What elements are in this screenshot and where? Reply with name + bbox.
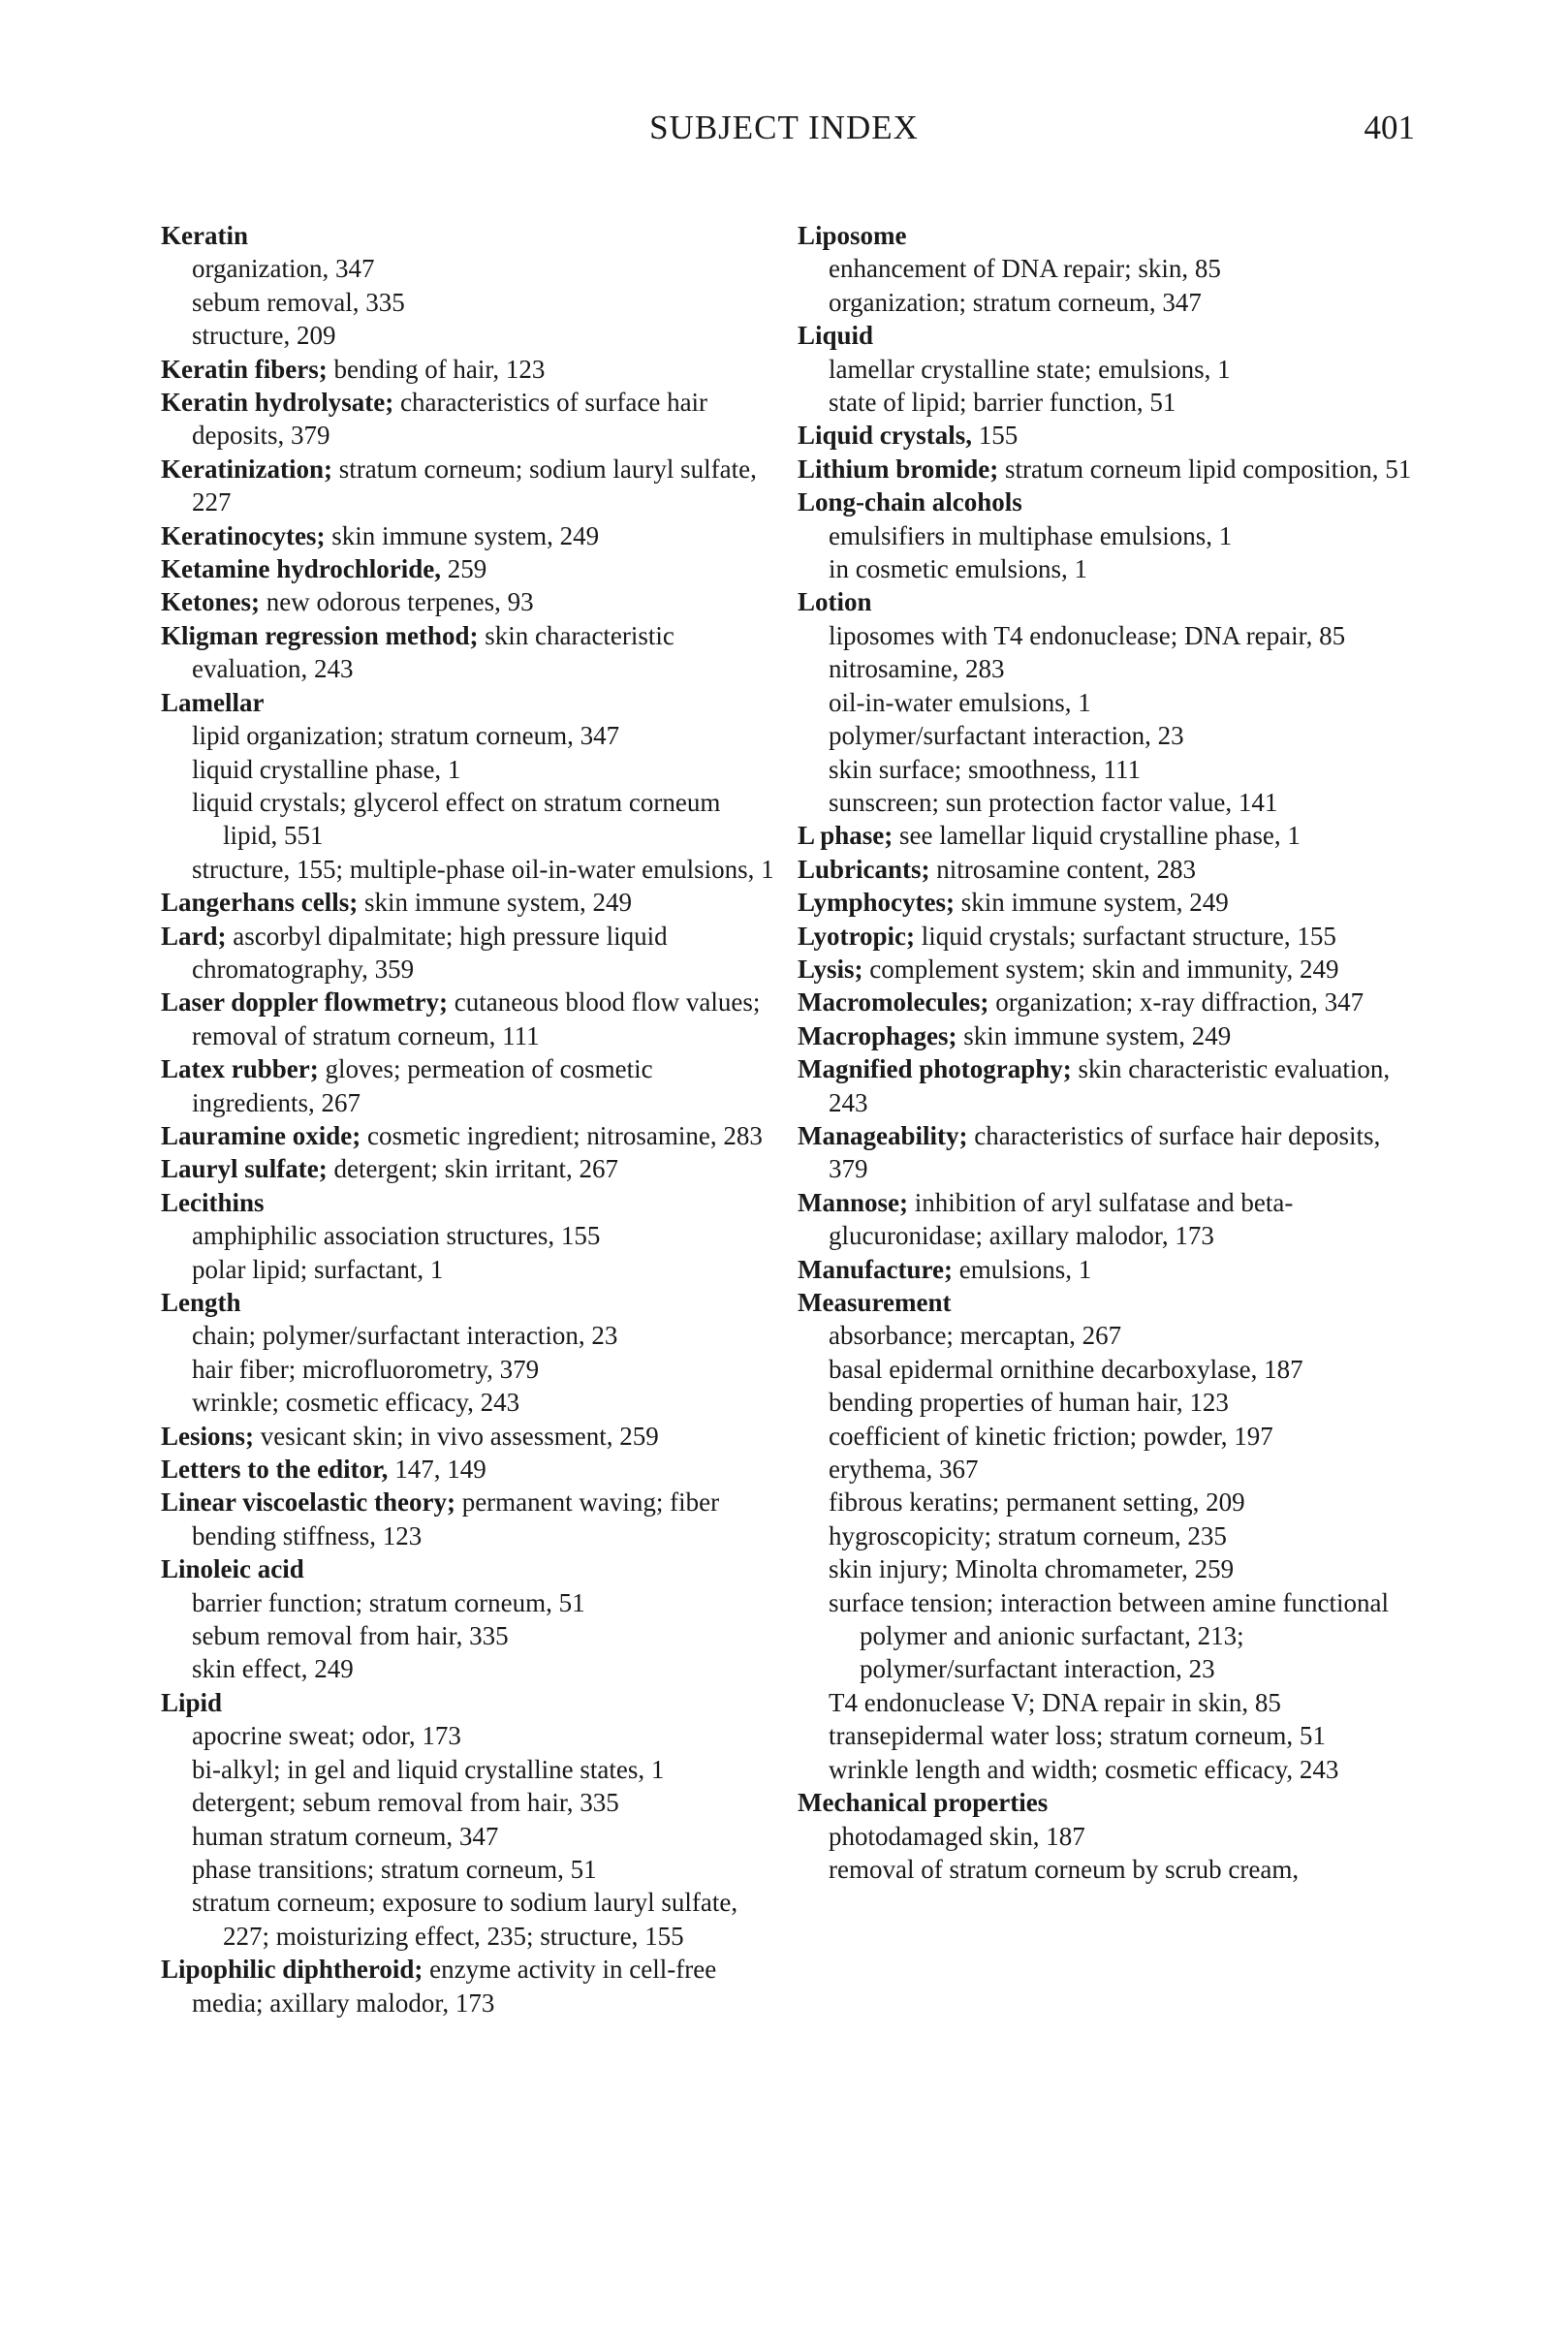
index-entry	[798, 1786, 1418, 1819]
index-subentry: basal epidermal ornithine decarboxylase, 187	[829, 1354, 1303, 1384]
index-subentry: detergent; sebum removal from hair, 335	[192, 1788, 619, 1818]
index-subentry: hair fiber; microfluorometry, 379	[192, 1354, 540, 1384]
index-entry	[798, 953, 1418, 986]
index-term: Lard;	[161, 921, 227, 951]
index-term-detail: enzyme activity in cell-free media; axillary malodor, 173	[192, 1955, 717, 2018]
index-term-detail: vesicant skin; in vivo assessment, 259	[254, 1421, 659, 1451]
index-term: Lamellar	[161, 687, 265, 717]
index-entry	[161, 1119, 781, 1152]
index-entry	[798, 819, 1418, 852]
index-subentry: transepidermal water loss; stratum corneum, 51	[829, 1721, 1326, 1751]
index-entry	[798, 419, 1418, 452]
index-term-detail: organization; x-ray diffraction, 347	[988, 987, 1364, 1017]
index-entry	[798, 886, 1418, 919]
index-subentry: bending properties of human hair, 123	[829, 1388, 1229, 1418]
index-entry	[161, 1152, 781, 1185]
index-term-detail: skin immune system, 249	[956, 1020, 1232, 1050]
index-term: Lauramine oxide;	[161, 1120, 361, 1150]
index-subentry: photodamaged skin, 187	[829, 1821, 1085, 1851]
index-subentry: structure, 209	[192, 321, 336, 351]
index-entry	[161, 219, 781, 252]
index-subentry: erythema, 367	[829, 1455, 979, 1485]
index-subentry: sebum removal, 335	[192, 287, 405, 317]
index-term-detail: skin immune system, 249	[955, 888, 1229, 918]
index-term: Linoleic acid	[161, 1554, 304, 1584]
index-term: Lauryl sulfate;	[161, 1154, 328, 1184]
index-subentry: skin injury; Minolta chromameter, 259	[829, 1554, 1235, 1584]
index-term: Keratin fibers;	[161, 354, 328, 384]
index-entry	[161, 386, 781, 453]
index-entry	[161, 886, 781, 919]
index-term-detail: bending of hair, 123	[327, 354, 546, 384]
index-entry	[798, 1253, 1418, 1286]
index-term-detail: skin characteristic evaluation, 243	[192, 620, 674, 684]
index-subentry: surface tension; interaction between amine functional polymer and anionic surfactant, 213; polymer/surfactant interaction, 23	[829, 1587, 1390, 1684]
index-entry	[798, 920, 1418, 953]
index-term: Manageability;	[798, 1120, 968, 1150]
index-term: Long-chain alcohols	[798, 487, 1022, 517]
page-number: 401	[1364, 109, 1415, 146]
index-term: Lymphocytes;	[798, 888, 955, 918]
index-subentry: hygroscopicity; stratum corneum, 235	[829, 1520, 1227, 1550]
index-term-detail: ascorbyl dipalmitate; high pressure liquid chromatography, 359	[192, 921, 668, 984]
index-term: Lecithins	[161, 1187, 265, 1217]
index-subentry: polar lipid; surfactant, 1	[192, 1254, 444, 1284]
index-entry	[161, 1052, 781, 1119]
index-subentry: oil-in-water emulsions, 1	[829, 687, 1091, 717]
index-term-detail: see lamellar liquid crystalline phase, 1	[893, 821, 1301, 851]
index-term: Ketones;	[161, 587, 260, 617]
index-term: Lubricants;	[798, 854, 930, 884]
index-entry	[798, 1019, 1418, 1052]
index-subentry: barrier function; stratum corneum, 51	[192, 1587, 585, 1617]
index-subentry: liquid crystalline phase, 1	[192, 754, 461, 784]
index-term-detail: stratum corneum; sodium lauryl sulfate, 227	[192, 454, 757, 517]
index-term-detail: detergent; skin irritant, 267	[327, 1154, 618, 1184]
index-term-detail: 147, 149	[388, 1455, 486, 1485]
index-term: Kligman regression method;	[161, 620, 479, 650]
index-entry	[798, 986, 1418, 1018]
index-entry	[161, 519, 781, 552]
index-subentry: organization; stratum corneum, 347	[829, 287, 1202, 317]
index-subentry: structure, 155; multiple-phase oil-in-water emulsions, 1	[192, 854, 774, 884]
index-term: Ketamine hydrochloride,	[161, 554, 441, 584]
index-subentry: nitrosamine, 283	[829, 654, 1005, 684]
index-entry	[161, 1420, 781, 1453]
index-term-detail: permanent waving; fiber bending stiffness, 123	[192, 1487, 720, 1550]
index-subentry: polymer/surfactant interaction, 23	[829, 721, 1184, 751]
index-subentry: lamellar crystalline state; emulsions, 1	[829, 354, 1231, 384]
index-entry	[798, 485, 1418, 518]
index-entry	[798, 1186, 1418, 1253]
index-subentry: amphiphilic association structures, 155	[192, 1221, 601, 1251]
index-subentry: skin surface; smoothness, 111	[829, 754, 1141, 784]
index-entry	[161, 920, 781, 986]
index-subentry: in cosmetic emulsions, 1	[829, 554, 1087, 584]
index-entry	[161, 353, 781, 386]
index-entry	[161, 453, 781, 519]
index-term: Latex rubber;	[161, 1054, 319, 1084]
index-subentry: skin effect, 249	[192, 1654, 354, 1684]
index-entry	[161, 585, 781, 618]
index-entry	[798, 219, 1418, 252]
index-term: Lotion	[798, 587, 872, 617]
index-term: Lesions;	[161, 1421, 255, 1451]
index-term: Magnified photography;	[798, 1054, 1072, 1084]
index-entry	[161, 619, 781, 686]
index-term-detail: stratum corneum lipid composition, 51	[998, 454, 1412, 484]
index-term: Length	[161, 1288, 241, 1317]
index-subentry: organization, 347	[192, 254, 375, 284]
index-term: Macromolecules;	[798, 987, 989, 1017]
index-subentry: enhancement of DNA repair; skin, 85	[829, 254, 1221, 284]
index-subentry: liquid crystals; glycerol effect on stratum corneum lipid, 551	[192, 787, 721, 851]
index-subentry: emulsifiers in multiphase emulsions, 1	[829, 520, 1233, 550]
index-term: Liposome	[798, 221, 907, 250]
index-term: Langerhans cells;	[161, 888, 359, 918]
index-column-right	[798, 219, 1418, 1886]
index-entry	[161, 1186, 781, 1219]
index-term-detail: liquid crystals; surfactant structure, 155	[915, 921, 1336, 951]
index-subentry: removal of stratum corneum by scrub cream,	[829, 1854, 1300, 1884]
index-term: Linear viscoelastic theory;	[161, 1487, 455, 1518]
index-subentry: wrinkle length and width; cosmetic efficacy, 243	[829, 1754, 1339, 1784]
index-term-detail: skin characteristic evaluation, 243	[829, 1054, 1391, 1117]
index-term-detail: complement system; skin and immunity, 249	[862, 954, 1339, 984]
index-term-detail: cosmetic ingredient; nitrosamine, 283	[361, 1120, 763, 1150]
index-term-detail: cutaneous blood flow values; removal of stratum corneum, 111	[192, 987, 761, 1050]
index-term: Mechanical properties	[798, 1788, 1049, 1818]
index-term-detail: inhibition of aryl sulfatase and beta-glucuronidase; axillary malodor, 173	[829, 1187, 1294, 1251]
index-subentry: state of lipid; barrier function, 51	[829, 388, 1176, 418]
index-term: Lipophilic diphtheroid;	[161, 1955, 423, 1985]
index-term-detail: 155	[972, 421, 1019, 451]
index-entry	[161, 1953, 781, 2019]
index-subentry: bi-alkyl; in gel and liquid crystalline states, 1	[192, 1754, 665, 1784]
index-term: Manufacture;	[798, 1254, 953, 1284]
index-term-detail: characteristics of surface hair deposits, 379	[829, 1120, 1381, 1184]
index-term: Mannose;	[798, 1187, 908, 1217]
index-subentry: human stratum corneum, 347	[192, 1821, 499, 1851]
index-term: Keratinocytes;	[161, 520, 326, 550]
index-term-detail: characteristics of surface hair deposits, 379	[192, 388, 708, 451]
index-subentry: phase transitions; stratum corneum, 51	[192, 1854, 597, 1884]
index-entry	[798, 853, 1418, 886]
index-term: Keratinization;	[161, 454, 332, 484]
index-subentry: sunscreen; sun protection factor value, 141	[829, 787, 1278, 817]
index-entry	[798, 319, 1418, 352]
index-entry	[798, 1052, 1418, 1119]
index-term: L phase;	[798, 821, 894, 851]
index-subentry: sebum removal from hair, 335	[192, 1621, 509, 1651]
index-term-detail: nitrosamine content, 283	[929, 854, 1196, 884]
index-entry	[798, 1119, 1418, 1186]
index-term-detail: skin immune system, 249	[358, 888, 633, 918]
index-subentry: fibrous keratins; permanent setting, 209	[829, 1487, 1245, 1518]
index-entry	[161, 552, 781, 585]
index-term: Measurement	[798, 1288, 952, 1317]
index-entry	[161, 686, 781, 719]
index-subentry: wrinkle; cosmetic efficacy, 243	[192, 1388, 520, 1418]
index-term: Lysis;	[798, 954, 863, 984]
index-term: Macrophages;	[798, 1020, 957, 1050]
index-subentry: absorbance; mercaptan, 267	[829, 1321, 1122, 1351]
index-entry	[161, 1286, 781, 1319]
index-term: Keratin	[161, 221, 248, 250]
index-entry	[161, 1552, 781, 1585]
index-subentry: lipid organization; stratum corneum, 347	[192, 721, 620, 751]
index-column-left	[161, 219, 781, 2019]
index-entry	[798, 1286, 1418, 1319]
index-entry	[161, 1453, 781, 1486]
index-term: Lyotropic;	[798, 921, 915, 951]
index-subentry: coefficient of kinetic friction; powder, 197	[829, 1421, 1273, 1451]
index-term-detail: new odorous terpenes, 93	[259, 587, 534, 617]
index-subentry: apocrine sweat; odor, 173	[192, 1721, 461, 1751]
index-entry	[161, 986, 781, 1052]
index-term: Keratin hydrolysate;	[161, 388, 394, 418]
index-term: Liquid	[798, 321, 874, 351]
index-subentry: stratum corneum; exposure to sodium lauryl sulfate, 227; moisturizing effect, 235; structure, 155	[192, 1888, 738, 1951]
index-term-detail: gloves; permeation of cosmetic ingredients, 267	[192, 1054, 653, 1117]
index-term: Lithium bromide;	[798, 454, 999, 484]
index-term-detail: skin immune system, 249	[325, 520, 600, 550]
index-subentry: chain; polymer/surfactant interaction, 23	[192, 1321, 618, 1351]
index-entry	[798, 453, 1418, 485]
index-term: Letters to the editor,	[161, 1455, 389, 1485]
index-entry	[161, 1486, 781, 1552]
page-title: SUBJECT INDEX	[649, 109, 919, 146]
index-entry	[161, 1686, 781, 1719]
index-term-detail: 259	[440, 554, 487, 584]
index-term: Liquid crystals,	[798, 421, 973, 451]
index-entry	[798, 585, 1418, 618]
index-term-detail: emulsions, 1	[952, 1254, 1092, 1284]
index-term: Laser doppler flowmetry;	[161, 987, 448, 1017]
index-subentry: T4 endonuclease V; DNA repair in skin, 85	[829, 1687, 1281, 1717]
index-term: Lipid	[161, 1687, 223, 1717]
index-subentry: liposomes with T4 endonuclease; DNA repair, 85	[829, 620, 1346, 650]
